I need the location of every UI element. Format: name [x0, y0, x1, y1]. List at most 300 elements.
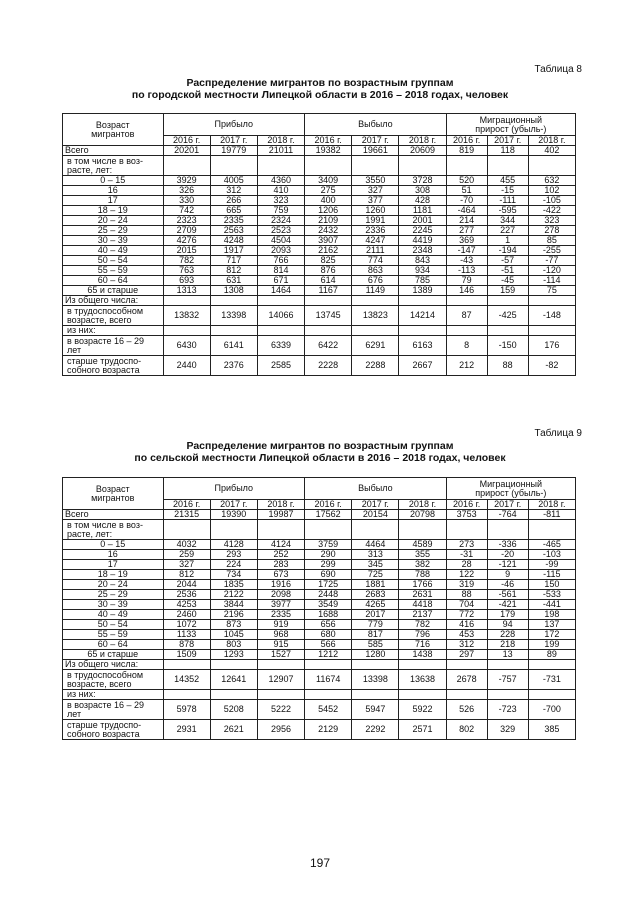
value-cell: 4504 [257, 236, 304, 246]
table-row [63, 520, 576, 540]
value-cell: 4253 [163, 600, 210, 610]
value-cell: 1 [487, 236, 528, 246]
age-group-cell: 30 – 39 [63, 600, 164, 610]
value-cell [528, 690, 575, 700]
header-year: 2016 г. [305, 136, 352, 146]
value-cell [257, 296, 304, 306]
value-cell: -51 [487, 266, 528, 276]
value-cell: 20798 [399, 510, 446, 520]
table-row [63, 206, 576, 216]
table-row [63, 690, 576, 700]
table-row [63, 306, 576, 326]
value-cell: 1725 [305, 580, 352, 590]
value-cell: 85 [528, 236, 575, 246]
table-row [63, 590, 576, 600]
value-cell [446, 520, 487, 540]
value-cell: 137 [528, 620, 575, 630]
value-cell: 4032 [163, 540, 210, 550]
header-year: 2016 г. [446, 500, 487, 510]
value-cell: 2015 [163, 246, 210, 256]
value-cell [446, 326, 487, 336]
table-row [63, 216, 576, 226]
value-cell: 2571 [399, 720, 446, 740]
value-cell: 20609 [399, 146, 446, 156]
value-cell: 293 [210, 550, 257, 560]
age-group-cell: из них: [63, 690, 164, 700]
header-year: 2017 г. [352, 500, 399, 510]
value-cell: 51 [446, 186, 487, 196]
value-cell: 782 [163, 256, 210, 266]
value-cell: 3929 [163, 176, 210, 186]
value-cell: 312 [210, 186, 257, 196]
age-group-cell: в том числе в воз- расте, лет: [63, 520, 164, 540]
table-row [63, 580, 576, 590]
value-cell: 14214 [399, 306, 446, 326]
value-cell: 2162 [305, 246, 352, 256]
age-group-cell: Всего [63, 510, 164, 520]
age-group-cell: 20 – 24 [63, 216, 164, 226]
value-cell: 2432 [305, 226, 352, 236]
value-cell: 20154 [352, 510, 399, 520]
value-cell: 319 [446, 580, 487, 590]
value-cell [257, 690, 304, 700]
age-group-cell: 65 и старше [63, 286, 164, 296]
table-9-title-line1: Распределение мигрантов по возрастным группам [186, 440, 454, 452]
value-cell [399, 660, 446, 670]
table-row [63, 336, 576, 356]
age-group-cell: старше трудоспо- собного возраста [63, 720, 164, 740]
value-cell [210, 156, 257, 176]
age-group-cell: 40 – 49 [63, 610, 164, 620]
value-cell: -194 [487, 246, 528, 256]
value-cell: 2017 [352, 610, 399, 620]
value-cell: 176 [528, 336, 575, 356]
value-cell: 1149 [352, 286, 399, 296]
value-cell [528, 520, 575, 540]
value-cell: 782 [399, 620, 446, 630]
age-group-cell: 60 – 64 [63, 276, 164, 286]
value-cell: 1167 [305, 286, 352, 296]
value-cell: 283 [257, 560, 304, 570]
value-cell: 313 [352, 550, 399, 560]
value-cell: 4265 [352, 600, 399, 610]
value-cell [257, 520, 304, 540]
value-cell: 2093 [257, 246, 304, 256]
value-cell [487, 326, 528, 336]
value-cell: 671 [257, 276, 304, 286]
age-group-cell: в том числе в воз- расте, лет: [63, 156, 164, 176]
header-year: 2016 г. [163, 500, 210, 510]
value-cell: -82 [528, 356, 575, 376]
value-cell: -700 [528, 700, 575, 720]
value-cell: 17562 [305, 510, 352, 520]
table-row [63, 246, 576, 256]
value-cell: 802 [446, 720, 487, 740]
value-cell: 614 [305, 276, 352, 286]
value-cell: -464 [446, 206, 487, 216]
value-cell: 1313 [163, 286, 210, 296]
value-cell: 88 [446, 590, 487, 600]
age-group-cell: Всего [63, 146, 164, 156]
value-cell: 673 [257, 570, 304, 580]
table-row [63, 286, 576, 296]
table-row [63, 640, 576, 650]
value-cell: -103 [528, 550, 575, 560]
value-cell: 4005 [210, 176, 257, 186]
table-row [63, 510, 576, 520]
value-cell: 13398 [352, 670, 399, 690]
age-group-cell: в трудоспособном возрасте, всего [63, 670, 164, 690]
value-cell [305, 690, 352, 700]
table-row [63, 620, 576, 630]
value-cell: 3728 [399, 176, 446, 186]
value-cell: 812 [210, 266, 257, 276]
value-cell [210, 660, 257, 670]
value-cell: 772 [446, 610, 487, 620]
value-cell: 1835 [210, 580, 257, 590]
value-cell: 6141 [210, 336, 257, 356]
value-cell [163, 326, 210, 336]
value-cell: 5922 [399, 700, 446, 720]
value-cell: -105 [528, 196, 575, 206]
value-cell: 2335 [257, 610, 304, 620]
value-cell: 428 [399, 196, 446, 206]
value-cell: 876 [305, 266, 352, 276]
value-cell [163, 660, 210, 670]
value-cell: 2709 [163, 226, 210, 236]
header-year: 2017 г. [352, 136, 399, 146]
value-cell: 19661 [352, 146, 399, 156]
value-cell [352, 156, 399, 176]
value-cell: 690 [305, 570, 352, 580]
value-cell: 779 [352, 620, 399, 630]
value-cell: 717 [210, 256, 257, 266]
value-cell: 6422 [305, 336, 352, 356]
value-cell: 2292 [352, 720, 399, 740]
value-cell: 2245 [399, 226, 446, 236]
value-cell: 453 [446, 630, 487, 640]
value-cell: 8 [446, 336, 487, 356]
value-cell: 12907 [257, 670, 304, 690]
value-cell [210, 326, 257, 336]
value-cell: 2288 [352, 356, 399, 376]
value-cell [528, 326, 575, 336]
value-cell: 28 [446, 560, 487, 570]
table-row [63, 600, 576, 610]
table-8 [62, 113, 576, 376]
age-group-cell: 30 – 39 [63, 236, 164, 246]
value-cell: 21315 [163, 510, 210, 520]
value-cell: 934 [399, 266, 446, 276]
value-cell: 632 [528, 176, 575, 186]
value-cell: 716 [399, 640, 446, 650]
value-cell [446, 690, 487, 700]
age-group-cell: 50 – 54 [63, 620, 164, 630]
value-cell [305, 520, 352, 540]
value-cell: 218 [487, 640, 528, 650]
value-cell: 3753 [446, 510, 487, 520]
value-cell: 3550 [352, 176, 399, 186]
value-cell: 1308 [210, 286, 257, 296]
value-cell [487, 660, 528, 670]
value-cell: -811 [528, 510, 575, 520]
header-age: Возраст мигрантов [63, 114, 164, 146]
value-cell: 3409 [305, 176, 352, 186]
value-cell: 656 [305, 620, 352, 630]
value-cell: 4128 [210, 540, 257, 550]
value-cell: -15 [487, 186, 528, 196]
age-group-cell: из них: [63, 326, 164, 336]
value-cell: 12641 [210, 670, 257, 690]
value-cell: 4124 [257, 540, 304, 550]
value-cell: 20201 [163, 146, 210, 156]
age-group-cell: 60 – 64 [63, 640, 164, 650]
value-cell: 252 [257, 550, 304, 560]
age-group-cell: 50 – 54 [63, 256, 164, 266]
header-year: 2016 г. [305, 500, 352, 510]
value-cell: 5208 [210, 700, 257, 720]
value-cell: 863 [352, 266, 399, 276]
value-cell: 345 [352, 560, 399, 570]
value-cell [528, 660, 575, 670]
value-cell: 2678 [446, 670, 487, 690]
value-cell: 214 [446, 216, 487, 226]
value-cell: 88 [487, 356, 528, 376]
value-cell: 11674 [305, 670, 352, 690]
value-cell [352, 690, 399, 700]
value-cell: 919 [257, 620, 304, 630]
value-cell: 5978 [163, 700, 210, 720]
value-cell: 742 [163, 206, 210, 216]
value-cell: 94 [487, 620, 528, 630]
value-cell: 812 [163, 570, 210, 580]
value-cell: 1389 [399, 286, 446, 296]
value-cell: -111 [487, 196, 528, 206]
value-cell: 159 [487, 286, 528, 296]
value-cell: 873 [210, 620, 257, 630]
value-cell: 4418 [399, 600, 446, 610]
header-departed: Выбыло [305, 478, 447, 500]
value-cell: 87 [446, 306, 487, 326]
value-cell: 817 [352, 630, 399, 640]
value-cell: -45 [487, 276, 528, 286]
value-cell: 179 [487, 610, 528, 620]
value-cell: 796 [399, 630, 446, 640]
value-cell: -147 [446, 246, 487, 256]
value-cell: 14352 [163, 670, 210, 690]
value-cell: 766 [257, 256, 304, 266]
value-cell: 6339 [257, 336, 304, 356]
value-cell: 227 [487, 226, 528, 236]
value-cell: 3977 [257, 600, 304, 610]
value-cell: 5452 [305, 700, 352, 720]
value-cell: 323 [528, 216, 575, 226]
value-cell: 1280 [352, 650, 399, 660]
value-cell: -46 [487, 580, 528, 590]
value-cell: 278 [528, 226, 575, 236]
value-cell: 2228 [305, 356, 352, 376]
value-cell: 172 [528, 630, 575, 640]
value-cell [163, 690, 210, 700]
value-cell: -422 [528, 206, 575, 216]
value-cell: -99 [528, 560, 575, 570]
value-cell: 1688 [305, 610, 352, 620]
age-group-cell: в возрасте 16 – 29 лет [63, 336, 164, 356]
age-group-cell: 55 – 59 [63, 266, 164, 276]
value-cell [352, 296, 399, 306]
value-cell: -114 [528, 276, 575, 286]
page-number: 197 [309, 856, 331, 870]
value-cell: -120 [528, 266, 575, 276]
header-year: 2017 г. [487, 500, 528, 510]
value-cell: 277 [446, 226, 487, 236]
header-growth: Миграционный прирост (убыль-) [446, 114, 575, 136]
table-row [63, 700, 576, 720]
value-cell: 1438 [399, 650, 446, 660]
value-cell: -421 [487, 600, 528, 610]
value-cell [399, 296, 446, 306]
age-group-cell: Из общего числа: [63, 296, 164, 306]
value-cell: -731 [528, 670, 575, 690]
value-cell: -533 [528, 590, 575, 600]
value-cell: 1293 [210, 650, 257, 660]
value-cell [399, 156, 446, 176]
age-group-cell: 0 – 15 [63, 540, 164, 550]
value-cell: -20 [487, 550, 528, 560]
value-cell: 734 [210, 570, 257, 580]
value-cell: 2448 [305, 590, 352, 600]
table-9 [62, 477, 576, 740]
value-cell: 259 [163, 550, 210, 560]
value-cell: 13832 [163, 306, 210, 326]
value-cell: 212 [446, 356, 487, 376]
value-cell: 19987 [257, 510, 304, 520]
value-cell: 400 [305, 196, 352, 206]
value-cell [352, 660, 399, 670]
value-cell: 266 [210, 196, 257, 206]
value-cell: 3907 [305, 236, 352, 246]
header-year: 2017 г. [210, 500, 257, 510]
value-cell: 1260 [352, 206, 399, 216]
value-cell: 2137 [399, 610, 446, 620]
value-cell: 631 [210, 276, 257, 286]
value-cell [210, 296, 257, 306]
value-cell: 2460 [163, 610, 210, 620]
value-cell: 759 [257, 206, 304, 216]
value-cell: 4276 [163, 236, 210, 246]
value-cell [446, 296, 487, 306]
value-cell: 704 [446, 600, 487, 610]
value-cell: 312 [446, 640, 487, 650]
value-cell: 198 [528, 610, 575, 620]
table-row [63, 266, 576, 276]
value-cell: -757 [487, 670, 528, 690]
age-group-cell: Из общего числа: [63, 660, 164, 670]
table-row [63, 550, 576, 560]
value-cell: 2109 [305, 216, 352, 226]
value-cell: 2098 [257, 590, 304, 600]
value-cell: 2440 [163, 356, 210, 376]
value-cell [399, 690, 446, 700]
value-cell: 228 [487, 630, 528, 640]
value-cell [305, 326, 352, 336]
value-cell: 355 [399, 550, 446, 560]
age-group-cell: в возрасте 16 – 29 лет [63, 700, 164, 720]
value-cell: 774 [352, 256, 399, 266]
value-cell [210, 520, 257, 540]
table-8-label: Таблица 8 [534, 64, 582, 75]
value-cell [352, 326, 399, 336]
value-cell: 6291 [352, 336, 399, 356]
value-cell: 13 [487, 650, 528, 660]
value-cell: 1206 [305, 206, 352, 216]
value-cell [257, 326, 304, 336]
value-cell: 2563 [210, 226, 257, 236]
value-cell: 676 [352, 276, 399, 286]
value-cell: 5947 [352, 700, 399, 720]
value-cell: 273 [446, 540, 487, 550]
value-cell: 763 [163, 266, 210, 276]
value-cell: 1181 [399, 206, 446, 216]
value-cell: 146 [446, 286, 487, 296]
value-cell: 3844 [210, 600, 257, 610]
table-row [63, 186, 576, 196]
table-8-title-line2: по городской местности Липецкой области в 2016 – 2018 годах, человек [131, 89, 509, 101]
value-cell: 4589 [399, 540, 446, 550]
value-cell: 1212 [305, 650, 352, 660]
age-group-cell: 16 [63, 186, 164, 196]
value-cell: 665 [210, 206, 257, 216]
value-cell: 5222 [257, 700, 304, 720]
value-cell: 19390 [210, 510, 257, 520]
table-row [63, 156, 576, 176]
value-cell: 526 [446, 700, 487, 720]
value-cell: 6163 [399, 336, 446, 356]
age-group-cell: 17 [63, 560, 164, 570]
header-year: 2016 г. [163, 136, 210, 146]
table-row [63, 570, 576, 580]
value-cell: 814 [257, 266, 304, 276]
value-cell: 915 [257, 640, 304, 650]
value-cell [305, 660, 352, 670]
header-departed: Выбыло [305, 114, 447, 136]
table-row [63, 296, 576, 306]
header-year: 2018 г. [399, 136, 446, 146]
value-cell: 2956 [257, 720, 304, 740]
value-cell: -70 [446, 196, 487, 206]
value-cell: 803 [210, 640, 257, 650]
value-cell: 323 [257, 196, 304, 206]
value-cell [305, 296, 352, 306]
header-year: 2018 г. [528, 500, 575, 510]
value-cell [399, 326, 446, 336]
value-cell: 3759 [305, 540, 352, 550]
value-cell: -31 [446, 550, 487, 560]
age-group-cell: 16 [63, 550, 164, 560]
value-cell: 118 [487, 146, 528, 156]
value-cell: 520 [446, 176, 487, 186]
header-arrived: Прибыло [163, 114, 305, 136]
table-row [63, 326, 576, 336]
table-row [63, 720, 576, 740]
value-cell: -425 [487, 306, 528, 326]
value-cell: 13638 [399, 670, 446, 690]
value-cell [352, 520, 399, 540]
table-row [63, 146, 576, 156]
value-cell: 725 [352, 570, 399, 580]
value-cell: 329 [487, 720, 528, 740]
value-cell: 455 [487, 176, 528, 186]
